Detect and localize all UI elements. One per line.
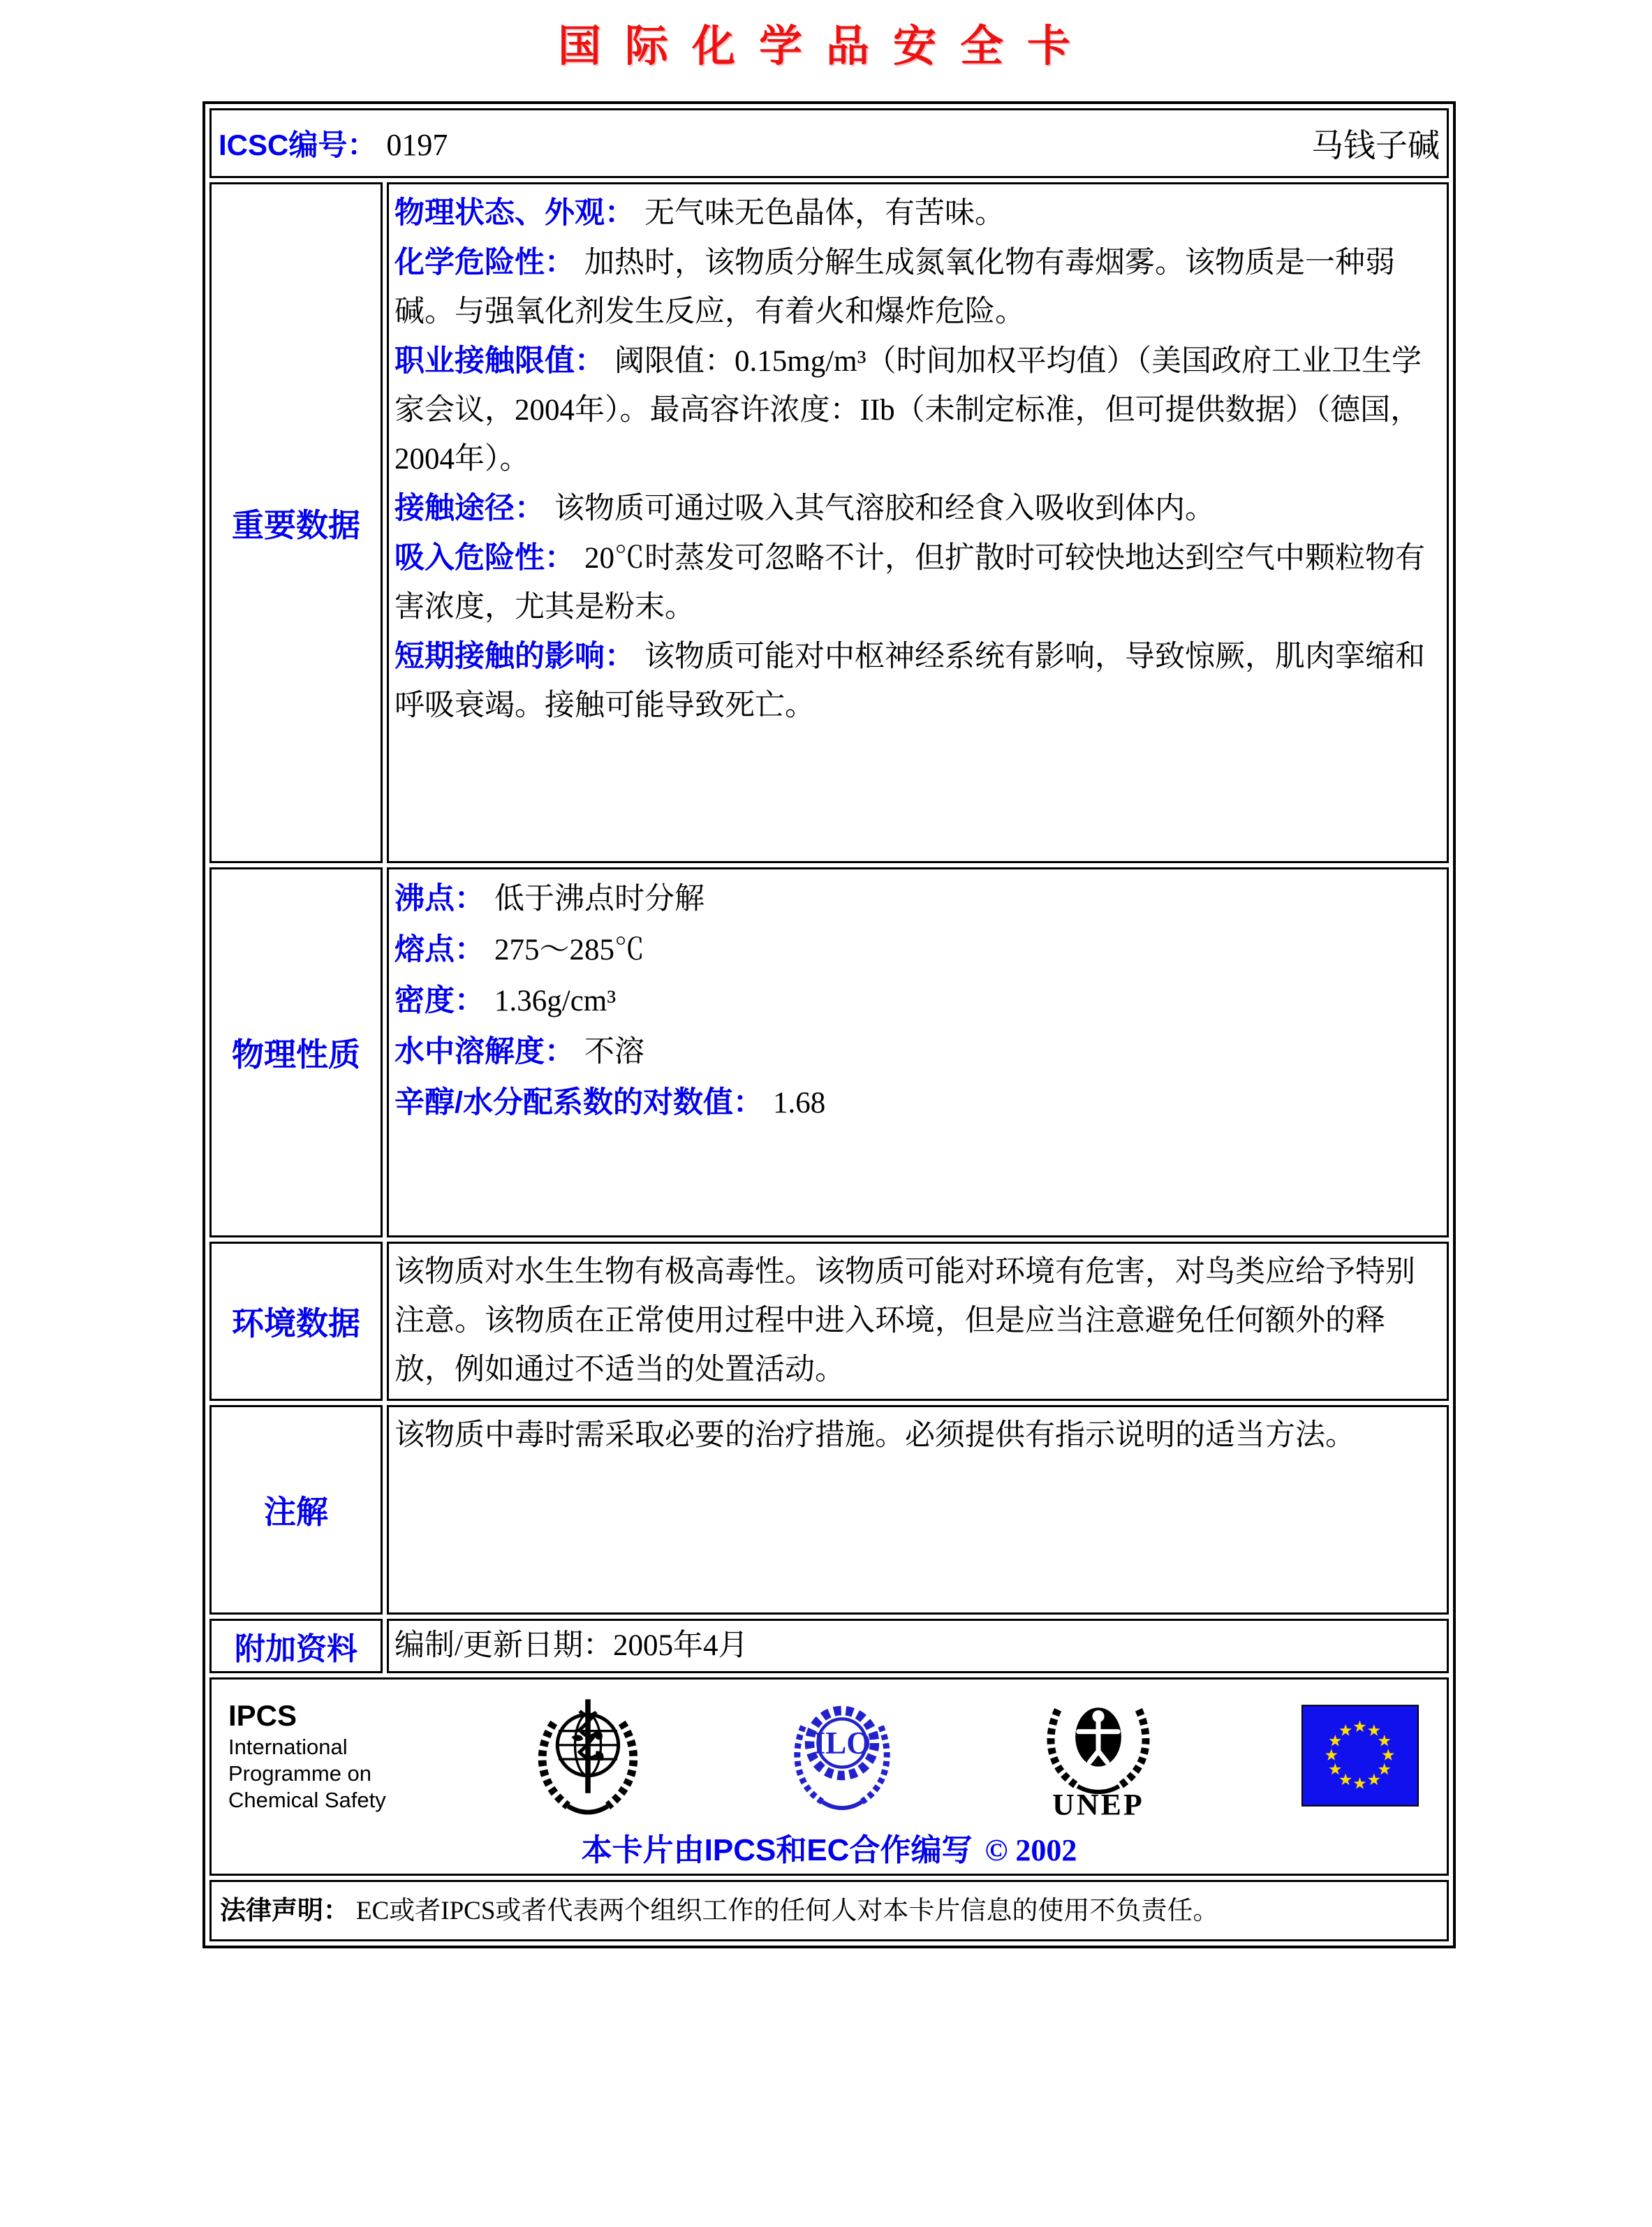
- ilo-logo-icon: [790, 1697, 894, 1814]
- ipcs-line1: International: [228, 1735, 348, 1759]
- field-water-solubility-value: 不溶: [584, 1036, 644, 1068]
- field-occupational-exposure-limits: [394, 337, 1438, 484]
- field-melting-point-value: 275～285℃: [494, 934, 644, 966]
- header-row: [209, 108, 1449, 178]
- field-short-term-effects-value: 该物质可能对中枢神经系统有影响，导致惊厥，肌肉挛缩和呼吸衰竭。接触可能导致死亡。: [394, 640, 1425, 722]
- field-logp-label: 辛醇/水分配系数的对数值：: [394, 1086, 763, 1119]
- icsc-number-label: ICSC编号：: [219, 128, 377, 161]
- field-water-solubility-label: 水中溶解度：: [394, 1035, 575, 1068]
- legal-label: 法律声明：: [220, 1895, 349, 1925]
- ipcs-text-block: [228, 1698, 386, 1814]
- field-boiling-point-value: 低于沸点时分解: [494, 883, 705, 916]
- notes-text: 该物质中毒时需采取必要的治疗措施。必须提供有指示说明的适当方法。: [394, 1419, 1355, 1452]
- field-inhalation-risk-value: 20℃时蒸发可忽略不计，但扩散时可较快地达到空气中颗粒物有害浓度，尤其是粉末。: [394, 542, 1425, 624]
- section-label-notes: 注解: [209, 1405, 383, 1615]
- field-boiling-point-label: 沸点：: [394, 882, 485, 916]
- field-chemical-danger-label: 化学危险性：: [394, 246, 575, 279]
- icsc-number-value: 0197: [386, 128, 448, 162]
- field-chemical-danger-value: 加热时，该物质分解生成氮氧化物有毒烟雾。该物质是一种弱碱。与强氧化剂发生反应，有着火和爆炸危险。: [394, 247, 1395, 328]
- credit-line: [212, 1825, 1447, 1869]
- environmental-data-text: 该物质对水生生物有极高毒性。该物质可能对环境有危害，对鸟类应给予特别注意。该物质在正常使用过程中进入环境，但是应当注意避免任何额外的释放，例如通过不适当的处置活动。: [394, 1256, 1415, 1386]
- credit-text: 本卡片由IPCS和EC合作编写: [581, 1833, 973, 1867]
- who-logo-icon: [529, 1692, 647, 1819]
- icsc-card-table: [202, 101, 1456, 1948]
- field-chemical-danger: [394, 238, 1438, 337]
- section-label-physical-properties: 物理性质: [209, 867, 383, 1237]
- legal-row: [209, 1880, 1449, 1941]
- legal-text: EC或者IPCS或者代表两个组织工作的任何人对本卡片信息的使用不负责任。: [356, 1896, 1219, 1925]
- section-label-important-data: 重要数据: [209, 182, 383, 863]
- section-label-environmental-data: 环境数据: [209, 1242, 383, 1401]
- field-physical-state: [394, 189, 1438, 238]
- field-exposure-routes-value: 该物质可通过吸入其气溶胶和经食入吸收到体内。: [554, 492, 1215, 525]
- section-label-additional-info: 附加资料: [209, 1619, 383, 1673]
- field-density-label: 密度：: [394, 984, 485, 1017]
- credit-year: © 2002: [984, 1833, 1077, 1867]
- field-exposure-routes-label: 接触途径：: [394, 492, 545, 525]
- ilo-letters: ILO: [813, 1726, 871, 1761]
- field-exposure-routes: [394, 484, 1438, 534]
- ipcs-line2: Programme on: [228, 1761, 372, 1786]
- section-content-additional-info: [387, 1619, 1449, 1673]
- page-title: 国际化学品安全卡: [557, 22, 1094, 71]
- field-melting-point-label: 熔点：: [394, 933, 485, 966]
- field-physical-state-value: 无气味无色晶体，有苦味。: [644, 197, 1005, 230]
- field-density-value: 1.36g/cm³: [494, 985, 617, 1017]
- section-content-notes: [387, 1405, 1449, 1615]
- field-logp-value: 1.68: [772, 1087, 826, 1119]
- unep-logo-icon: [1038, 1689, 1158, 1822]
- field-density: [394, 976, 1438, 1027]
- field-physical-state-label: 物理状态、外观：: [394, 196, 635, 230]
- field-occupational-exposure-limits-label: 职业接触限值：: [394, 344, 605, 378]
- icsc-number-field: [219, 122, 448, 164]
- ipcs-line3: Chemical Safety: [228, 1788, 386, 1812]
- update-date-text: 编制/更新日期：2005年4月: [394, 1629, 748, 1662]
- section-content-important-data: [387, 182, 1449, 863]
- field-melting-point: [394, 925, 1438, 976]
- section-content-environmental-data: [387, 1242, 1449, 1401]
- eu-flag-icon: [1301, 1705, 1419, 1807]
- section-content-physical-properties: [387, 867, 1449, 1237]
- field-water-solubility: [394, 1027, 1438, 1078]
- field-occupational-exposure-limits-value: 阈限值：0.15mg/m³（时间加权平均值）（美国政府工业卫生学家会议，2004年）。最高容许浓度：IIb（未制定标准，但可提供数据）（德国，2004年）。: [394, 345, 1422, 476]
- logos-row: [209, 1677, 1449, 1876]
- field-short-term-effects-label: 短期接触的影响：: [394, 640, 635, 673]
- ipcs-acronym: IPCS: [228, 1699, 297, 1732]
- unep-letters: UNEP: [1052, 1788, 1144, 1822]
- field-inhalation-risk-label: 吸入危险性：: [394, 541, 575, 575]
- field-boiling-point: [394, 874, 1438, 925]
- field-inhalation-risk: [394, 534, 1438, 632]
- field-short-term-effects: [394, 632, 1438, 730]
- field-logp: [394, 1078, 1438, 1129]
- chemical-name: 马钱子碱: [1311, 128, 1440, 163]
